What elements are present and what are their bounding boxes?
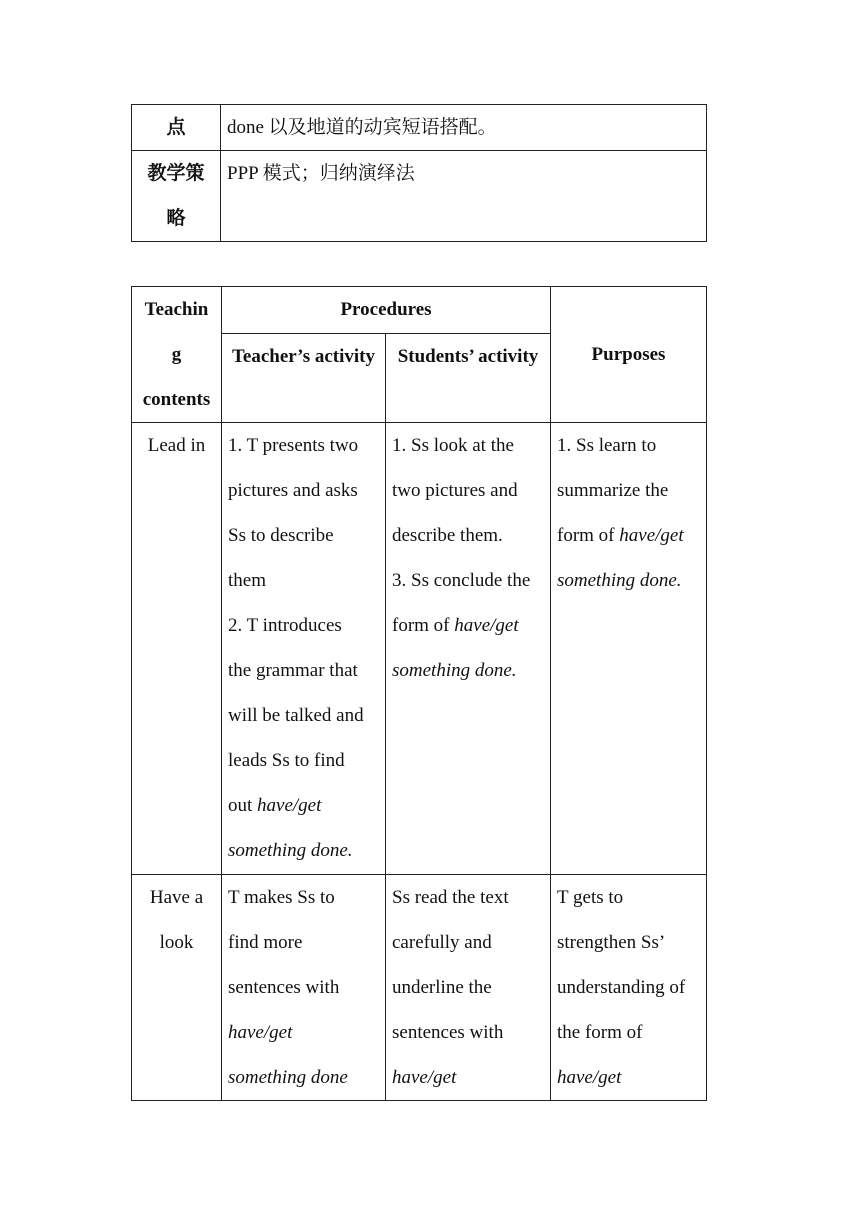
table-row	[132, 105, 707, 151]
table-row	[132, 875, 707, 1101]
teaching-contents-header: Teachin g contents	[132, 287, 222, 423]
row-content: done 以及地道的动宾短语搭配。	[221, 105, 707, 151]
teacher-activity-cell: T makes Ss to find more sentences with have/get something done	[222, 875, 386, 1101]
teaching-content-cell: Lead in	[132, 423, 222, 875]
purposes-cell: T gets to strengthen Ss’ understanding of the form of have/get	[551, 875, 707, 1101]
table-row	[132, 423, 707, 875]
header-row	[132, 287, 707, 334]
table-row	[132, 151, 707, 242]
students-activity-cell: Ss read the text carefully and underline the sentences with have/get	[386, 875, 551, 1101]
students-activity-header: Students’ activity	[386, 333, 551, 422]
students-activity-cell: 1. Ss look at the two pictures and describe them. 3. Ss conclude the form of have/get something done.	[386, 423, 551, 875]
purposes-header: Purposes	[551, 287, 707, 423]
purposes-cell: 1. Ss learn to summarize the form of have/get something done.	[551, 423, 707, 875]
row-content: PPP 模式；归纳演绎法	[221, 151, 707, 242]
teaching-content-cell: Have a look	[132, 875, 222, 1101]
procedures-header: Procedures	[222, 287, 551, 334]
teacher-activity-cell: 1. T presents two pictures and asks Ss to describe them 2. T introduces the grammar that will be talked and leads Ss to find out have/get something done.	[222, 423, 386, 875]
info-table	[131, 104, 707, 242]
row-label: 教学策 略	[132, 151, 221, 242]
procedure-table	[131, 286, 707, 1101]
row-label: 点	[132, 105, 221, 151]
teacher-activity-header: Teacher’s activity	[222, 333, 386, 422]
